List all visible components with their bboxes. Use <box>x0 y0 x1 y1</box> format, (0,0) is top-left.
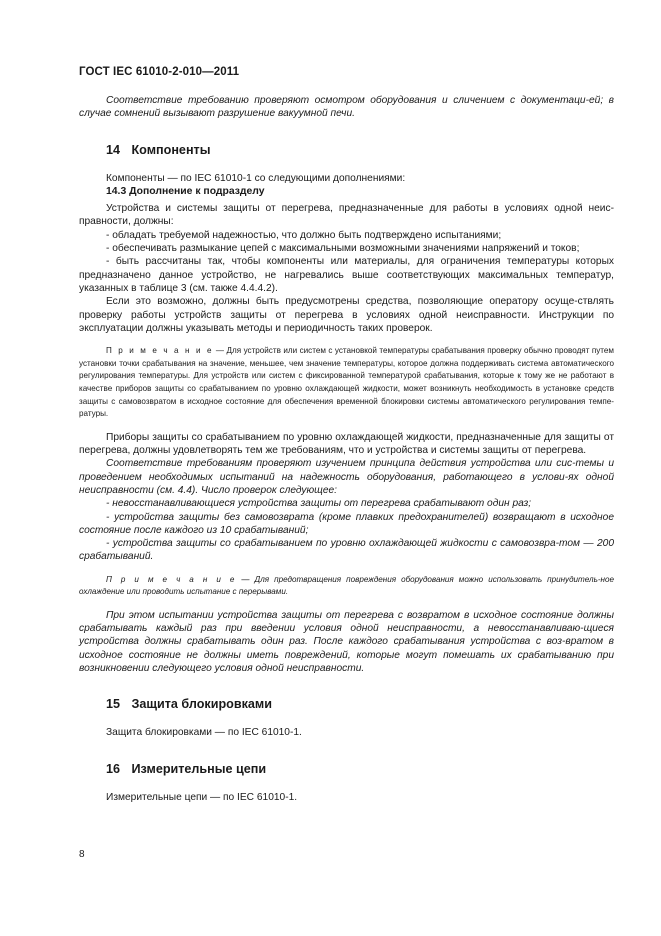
section-15-text: Защита блокировками — по IEC 61010-1. <box>106 727 302 739</box>
section-14-para-3: Приборы защиты со срабатыванием по уровню охлаждающей жидкости, предназначенные для защиты от перегрева, должны удовлетворять тем же требованиям, что и устройства и системы защиты от перегрева. <box>79 431 614 457</box>
section-16-title: Измерительные цепи <box>131 761 267 776</box>
list-item: - обеспечивать размыкание цепей с максимальными возможными значениями напряжений и токов; <box>106 243 580 255</box>
note-2-label: П р и м е ч а н и е <box>106 574 237 584</box>
section-14-para-2: Если это возможно, должны быть предусмотрены средства, позволяющие оператору осуще-ствлять проверку работы устройств защиты от перегрева в условиях одной неисправности. Инструкции по эксплуатации должны указывать методы и периодичность таких проверок. <box>79 296 614 334</box>
intro-paragraph: Соответствие требованию проверяют осмотром оборудования и сличением с документаци-ей; в случае сомнений вызывают разрушение вакуумной печи. <box>79 95 614 120</box>
note-2-text: — Для предотвращения повреждения оборудования можно использовать принудитель-ное охлаждение или проводить испытание с перерывами. <box>79 574 614 597</box>
section-14-para-1: Устройства и системы защиты от перегрева, предназначенные для работы в условиях одной неис-правности, должны: <box>79 203 614 228</box>
page-content <box>79 94 614 804</box>
page-number: 8 <box>79 849 85 860</box>
section-15-heading <box>106 697 614 711</box>
section-14-heading <box>106 143 614 157</box>
note-1 <box>79 345 614 421</box>
list-item: - невосстанавливающиеся устройства защиты от перегрева срабатывают один раз; <box>106 498 532 510</box>
document-header: ГОСТ IEC 61010-2-010—2011 <box>79 66 240 78</box>
list-item: - быть рассчитаны так, чтобы компоненты или материалы, для ограничения температуры которых предназначено данное устройство, не нагревались выше соответствующих максимальных температур, указанных в таблице 3 (см. также 4.4.4.2). <box>79 256 614 294</box>
list-item: - устройства защиты со срабатыванием по уровню охлаждающей жидкости с самовозвра-том — 200 срабатываний. <box>79 538 614 563</box>
section-15-number: 15 <box>106 697 121 712</box>
note-2 <box>79 574 614 599</box>
section-15-title: Защита блокировками <box>131 697 272 712</box>
subsection-14-3-heading: 14.3 Дополнение к подразделу <box>106 185 265 197</box>
section-16-number: 16 <box>106 761 121 776</box>
note-1-text: — Для устройств или систем с установкой температуры срабатывания проверку обычно проводят путем установки точки срабатывания на значение, меньшее, чем значение температуры, которое должна поддерживать система автоматического регулирования температуры. Для устройств или систем с фиксированной температурой срабатывания, которые к тому же не работают в качестве приборов защиты со срабатыванием по уровню охлаждающей жидкости, может возникнуть необходимость в установке средств защиты с самовозвратом в исходное состояние для обеспечения временной блокировки системы автоматического регулирования темпе-ратуры. <box>79 346 614 419</box>
list-item: - устройства защиты без самовозврата (кроме плавких предохранителей) возвращают в исходное состояние после каждого из 10 срабатываний; <box>79 511 614 536</box>
section-14-number: 14 <box>106 142 121 157</box>
section-14-title: Компоненты <box>131 142 211 157</box>
section-16-heading <box>106 762 614 776</box>
section-14-para-4: Соответствие требованиям проверяют изучением принципа действия устройства или сис-темы и проведением необходимых испытаний на надежность оборудования, работающего в услови-ях одной неисправности (см. 4.4). Число проверок следующее: <box>79 458 614 496</box>
section-16-text: Измерительные цепи — по IEC 61010-1. <box>106 791 298 803</box>
section-14-lead: Компоненты — по IEC 61010-1 со следующими дополнениями: <box>106 172 406 184</box>
note-1-label: П р и м е ч а н и е <box>106 346 214 356</box>
list-item: - обладать требуемой надежностью, что должно быть подтверждено испытаниями; <box>106 229 502 241</box>
section-14-para-5: При этом испытании устройства защиты от перегрева с возвратом в исходное состояние должны срабатывать каждый раз при введении условия одной неисправности, а невосстанавливаю-щиеся устройства должны срабатывать один раз. После каждого срабатывания устройства с воз-вратом в исходное состояние не должны иметь повреждений, которые могут помешать их срабатыванию при возникновении следующего условия одной неисправности. <box>79 609 614 675</box>
